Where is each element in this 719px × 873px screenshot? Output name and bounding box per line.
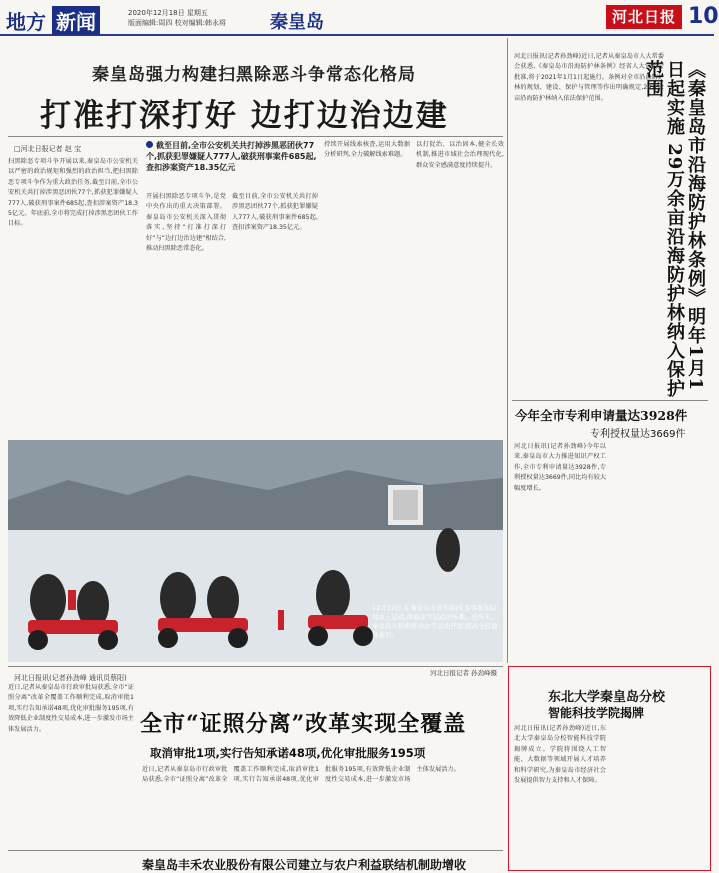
- bottom-headline: 全市“证照分离”改革实现全覆盖: [140, 711, 467, 737]
- main-column-3: 截至目前,全市公安机关共打掉涉黑恶团伙77个,抓获犯罪嫌疑人777人,破获刑事案件685起,查扣涉案资产18.35亿元。: [232, 193, 318, 232]
- main-kicker: 秦皇岛强力构建扫黑除恶斗争常态化格局: [92, 65, 416, 85]
- main-headline: 打准打深打好 边打边治边建: [40, 98, 449, 134]
- patent-headline: 今年全市专利申请量达3928件: [515, 408, 688, 423]
- main-byline: □河北日报记者 赵 宝: [14, 145, 82, 153]
- bottom-subheadline: 取消审批1项,实行告知承诺48项,优化审批服务195项: [150, 746, 426, 760]
- photo-caption: 12月12日,在秦皇岛市老年游园,游客参加陆地冰上运动,体验冰雪运动的乐趣。近年来,秦皇岛市积极推动冰雪运动开展,提高全民健身意识。: [372, 604, 498, 639]
- footer-headline: 秦皇岛丰禾农业股份有限公司建立与农户利益联结机制助增收: [142, 858, 467, 872]
- bottom-byline: 河北日报讯(记者孙劲峰 通讯员蔡阳): [14, 674, 127, 682]
- forest-article-title: 《秦皇岛市沿海防护林条例》明年1月1日起实施 29万余亩沿海防护林纳入保护范围: [643, 60, 706, 399]
- boxed-headline: 东北大学秦皇岛分校: [548, 690, 666, 705]
- page-header: [0, 0, 719, 36]
- editors-line: 版面编辑:周四 校对编辑:韩永将: [128, 19, 226, 27]
- main-column-1: 扫黑除恶专项斗争开展以来,秦皇岛市公安机关以严密的政治规矩和强烈的政治担当,把扫黑除恶专项斗争作为重大政治任务,截至目前,全市公安机关共打掉涉黑恶团伙77个,抓获犯罪嫌疑人777人,破获刑事案件685起,查扣涉案资产18.35亿元。年底前,全市将完成打掉涉黑恶团伙工作目标。: [8, 158, 138, 228]
- page-number: 10: [688, 4, 719, 29]
- divider: [8, 136, 503, 137]
- boxed-column-1: 河北日报讯(记者孙劲峰)近日,东北大学秦皇岛分校智能科技学院揭牌成立。学院将围绕人工智能、大数据等领域开展人才培养和科学研究,为秦皇岛市经济社会发展提供智力支持和人才保障。: [514, 725, 606, 785]
- main-column-5: 以打促治、以治固本,健全长效机制,推进市域社会治理现代化,群众安全感满意度持续提升。: [416, 141, 504, 169]
- divider: [512, 400, 708, 401]
- region-name: 秦皇岛: [270, 12, 324, 33]
- divider: [8, 666, 503, 667]
- bottom-column-1: 近日,记者从秦皇岛市行政审批局获悉,全市“证照分离”改革全覆盖工作顺利完成,取消审批1项,实行告知承诺48项,优化审批服务195项,有效降低企业制度性交易成本,进一步激发市场主体发展活力。: [8, 684, 134, 733]
- patent-column-1: 河北日报讯(记者孙劲峰)今年以来,秦皇岛市大力推进知识产权工作,全市专利申请量达3928件,专利授权量达3669件,同比均有较大幅度增长。: [514, 443, 606, 492]
- boxed-subheadline: 智能科技学院揭牌: [548, 706, 645, 720]
- callout-text: 截至目前,全市公安机关共打掉涉黑恶团伙77个,抓获犯罪嫌疑人777人,破获刑事案件685起,查扣涉案资产18.35亿元: [146, 141, 317, 172]
- bullet-icon: [146, 141, 153, 148]
- section-label-local: 地方: [6, 10, 46, 34]
- newspaper-logo: 河北日报: [606, 5, 682, 29]
- main-callout: [146, 140, 324, 173]
- patent-column-2: [612, 442, 708, 657]
- boxed-column-2: [612, 724, 706, 864]
- issue-date: 2020年12月18日 星期五: [128, 9, 208, 17]
- main-column-4: 持续开展线索核查,运用大数据分析研判,全力破解线索难题。: [324, 141, 410, 159]
- section-label-news: 新闻: [52, 6, 100, 35]
- divider: [8, 850, 503, 851]
- bottom-columns-text: 近日,记者从秦皇岛市行政审批局获悉,全市“证照分离”改革全覆盖工作顺利完成,取消审批1项,实行告知承诺48项,优化审批服务195项,有效降低企业制度性交易成本,进一步激发市场主体发展活力。: [142, 766, 460, 784]
- patent-subheadline: 专利授权量达3669件: [590, 429, 686, 440]
- photo-credit: 河北日报记者 孙劲峰摄: [430, 669, 498, 677]
- forest-article-body: 河北日报讯(记者孙劲峰)近日,记者从秦皇岛市人大常委会获悉,《秦皇岛市沿海防护林条例》经省人大常委会批准,将于2021年1月1日起施行。条例对全市沿海防护林的规划、建设、保护与管理等作出明确规定,29万余亩沿海防护林纳入依法保护范围。: [514, 53, 664, 102]
- main-column-2: 开展扫黑除恶专项斗争,是党中央作出的重大决策部署。秦皇岛市公安机关深入贯彻落实,坚持“打准打深打好”与“边打边治边建”相结合,推动扫黑除恶常态化。: [146, 193, 226, 253]
- column-divider: [507, 38, 508, 663]
